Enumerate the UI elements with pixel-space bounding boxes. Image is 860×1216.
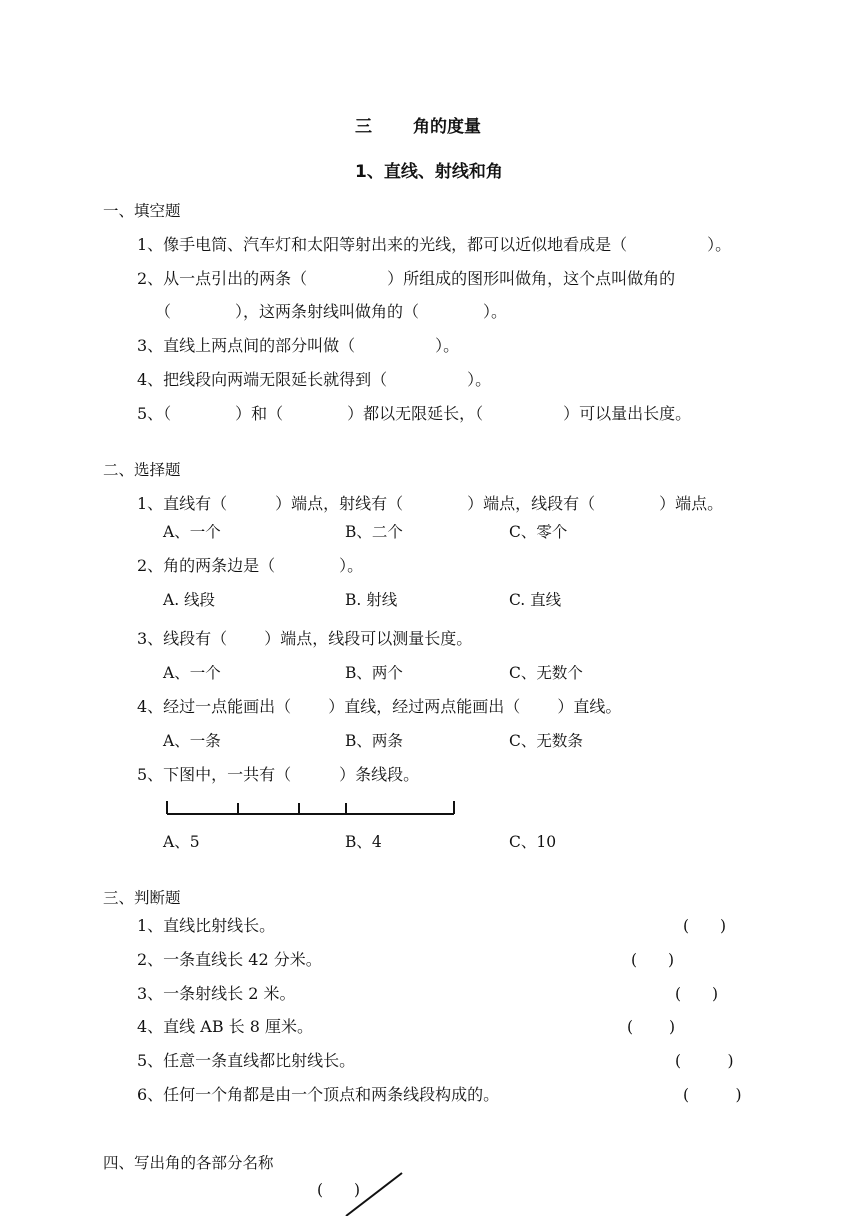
true-false-answer-4: ( ) bbox=[627, 1018, 676, 1036]
true-false-answer-1: ( ) bbox=[683, 917, 727, 935]
choice-4-option-b: B、两条 bbox=[345, 732, 403, 750]
true-false-item-4: 4、直线 AB 长 8 厘米。 bbox=[137, 1017, 314, 1036]
choice-3-option-b: B、两个 bbox=[345, 664, 403, 682]
angle-ray-figure bbox=[340, 1170, 410, 1216]
true-false-answer-3: ( ) bbox=[675, 985, 719, 1003]
choice-question-1: 1、直线有（ ）端点，射线有（ ）端点，线段有（ ）端点。 bbox=[137, 494, 724, 513]
section-heading-choice: 二、选择题 bbox=[103, 461, 181, 479]
section-heading-angle-parts: 四、写出角的各部分名称 bbox=[103, 1154, 274, 1172]
unit-number: 三 bbox=[355, 117, 372, 137]
choice-question-2: 2、角的两条边是（ ）。 bbox=[137, 556, 364, 575]
choice-question-5: 5、下图中，一共有（ ）条线段。 bbox=[137, 765, 420, 784]
line-segment-figure bbox=[160, 798, 460, 818]
true-false-item-6: 6、任何一个角都是由一个顶点和两条线段构成的。 bbox=[137, 1085, 500, 1104]
fill-blank-question-3: 3、直线上两点间的部分叫做（ ）。 bbox=[137, 336, 460, 355]
true-false-answer-5: ( ) bbox=[675, 1052, 734, 1070]
choice-4-option-c: C、无数条 bbox=[509, 732, 583, 750]
choice-question-4: 4、经过一点能画出（ ）直线，经过两点能画出（ ）直线。 bbox=[137, 697, 622, 716]
choice-3-option-c: C、无数个 bbox=[509, 664, 583, 682]
true-false-item-3: 3、一条射线长 2 米。 bbox=[137, 984, 296, 1003]
choice-4-option-a: A、一条 bbox=[163, 732, 221, 750]
fill-blank-question-2-line-2: （ ），这两条射线叫做角的（ ）。 bbox=[155, 302, 508, 321]
fill-blank-question-1: 1、像手电筒、汽车灯和太阳等射出来的光线，都可以近似地看成是（ ）。 bbox=[137, 235, 732, 254]
true-false-item-1: 1、直线比射线长。 bbox=[137, 916, 276, 935]
choice-5-option-a: A、5 bbox=[163, 833, 200, 851]
section-heading-true-false: 三、判断题 bbox=[103, 889, 181, 907]
true-false-answer-6: ( ) bbox=[683, 1086, 742, 1104]
choice-1-option-b: B、二个 bbox=[345, 523, 403, 541]
section-heading-fill-blank: 一、填空题 bbox=[103, 202, 181, 220]
choice-1-option-c: C、零个 bbox=[509, 523, 568, 541]
fill-blank-question-5: 5、（ ）和（ ）都以无限延长，（ ）可以量出长度。 bbox=[137, 404, 692, 423]
choice-2-option-c: C. 直线 bbox=[509, 591, 562, 609]
angle-part-blank: ( ) bbox=[317, 1181, 361, 1199]
true-false-item-2: 2、一条直线长 42 分米。 bbox=[137, 950, 322, 969]
choice-3-option-a: A、一个 bbox=[163, 664, 221, 682]
choice-2-option-a: A. 线段 bbox=[163, 591, 216, 609]
choice-1-option-a: A、一个 bbox=[163, 523, 221, 541]
fill-blank-question-2-line-1: 2、从一点引出的两条（ ）所组成的图形叫做角，这个点叫做角的 bbox=[137, 269, 676, 288]
choice-5-option-c: C、10 bbox=[509, 833, 557, 851]
true-false-item-5: 5、任意一条直线都比射线长。 bbox=[137, 1051, 356, 1070]
fill-blank-question-4: 4、把线段向两端无限延长就得到（ ）。 bbox=[137, 370, 492, 389]
choice-2-option-b: B. 射线 bbox=[345, 591, 398, 609]
lesson-title: 1、直线、射线和角 bbox=[355, 162, 503, 182]
unit-title: 角的度量 bbox=[413, 117, 481, 137]
choice-5-option-b: B、4 bbox=[345, 833, 382, 851]
true-false-answer-2: ( ) bbox=[631, 951, 675, 969]
choice-question-3: 3、线段有（ ）端点，线段可以测量长度。 bbox=[137, 629, 473, 648]
